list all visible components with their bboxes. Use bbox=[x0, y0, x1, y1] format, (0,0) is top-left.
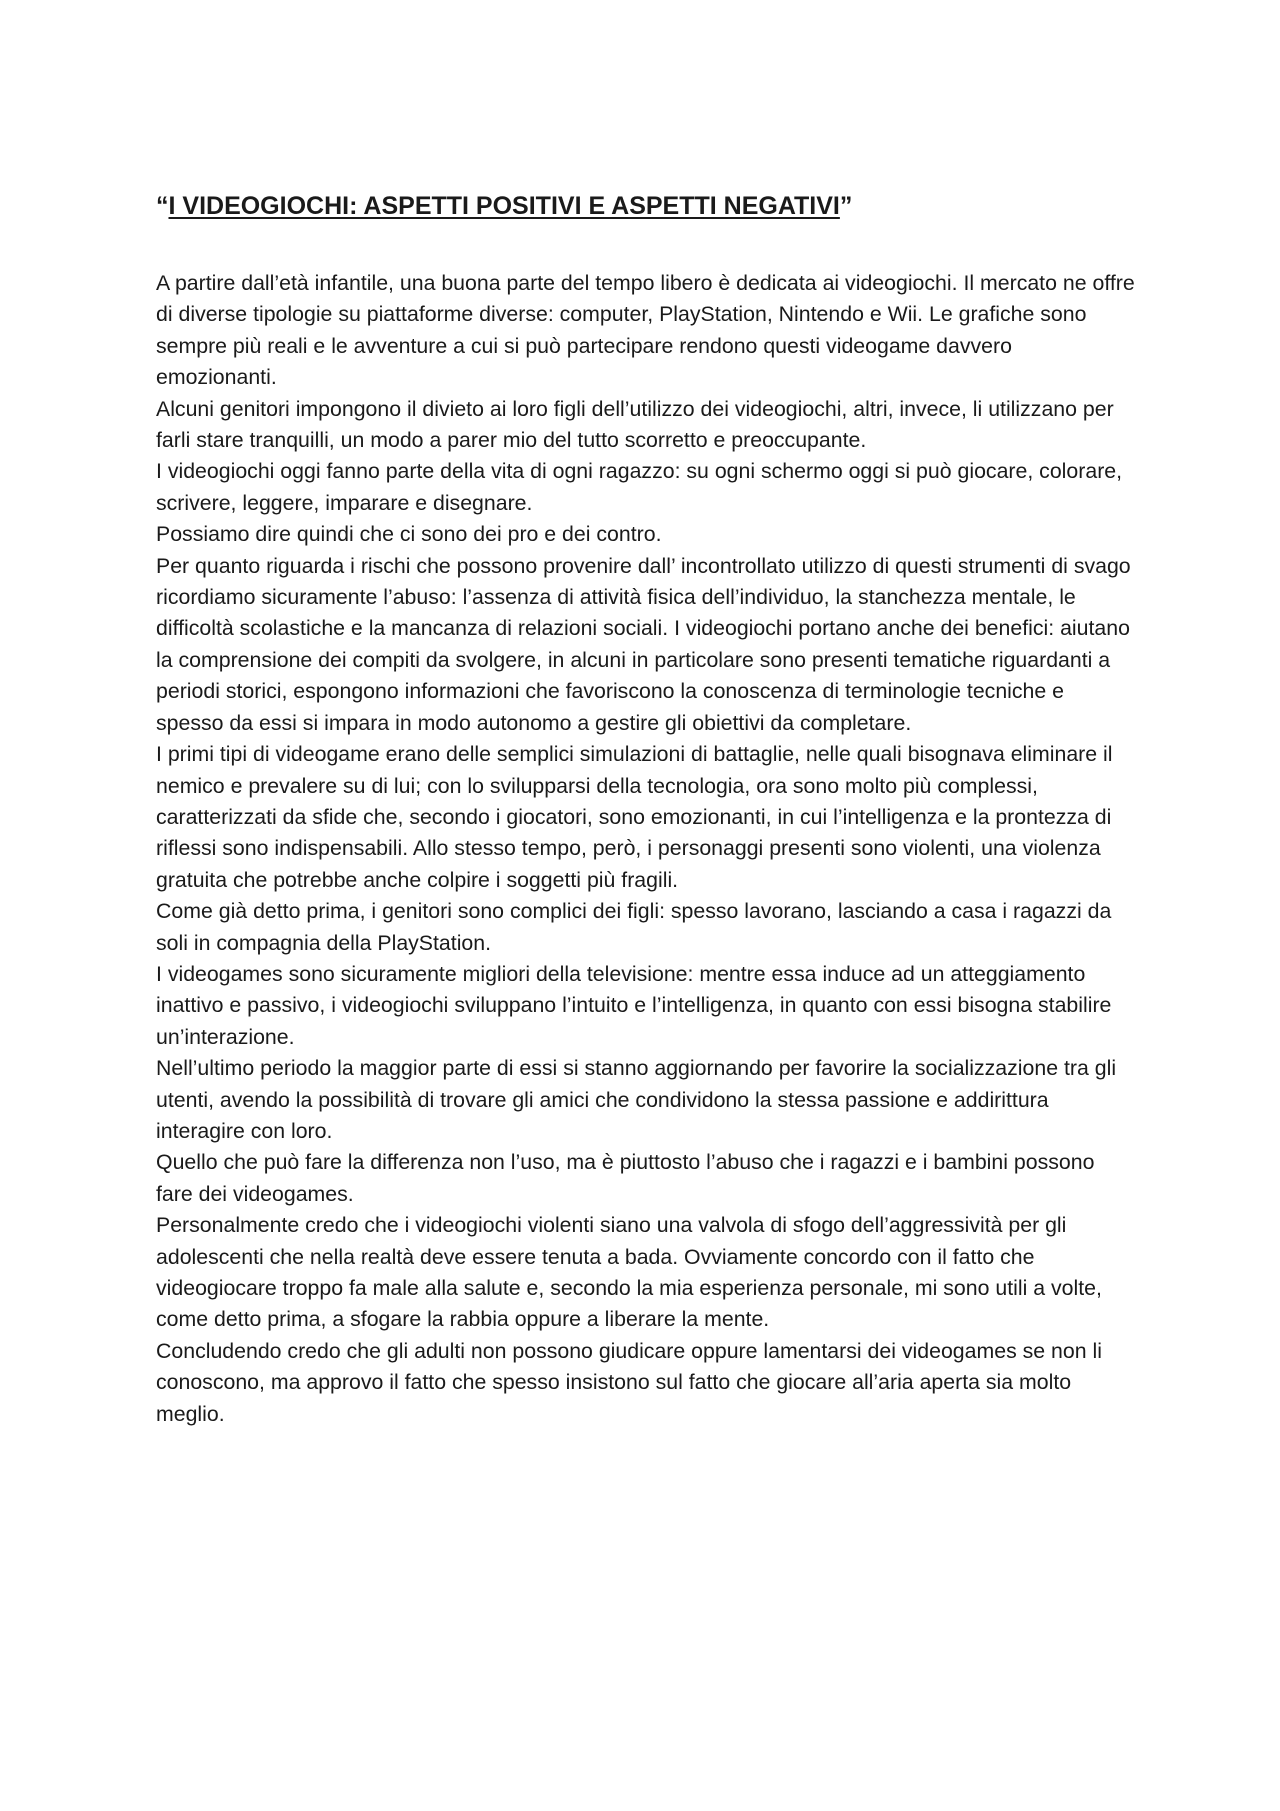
title-close-quote: ” bbox=[839, 192, 853, 220]
paragraph-10: Quello che può fare la differenza non l’uso, ma è piuttosto l’abuso che i ragazzi e i bambini possono fare dei videogames. bbox=[156, 1150, 1095, 1206]
paragraph-6: I primi tipi di videogame erano delle semplici simulazioni di battaglie, nelle quali bisognava eliminare il nemico e prevalere su di lui; con lo svilupparsi della tecnologia, ora sono molto più complessi, caratterizzati da sfide che, secondo i giocatori, sono emozionanti, in cui l’intelligenza e la prontezza di riflessi sono indispensabili. Allo stesso tempo, però, i personaggi presenti sono violenti, una violenza gratuita che potrebbe anche colpire i soggetti più fragili. bbox=[156, 742, 1113, 892]
paragraph-2: Alcuni genitori impongono il divieto ai loro figli dell’utilizzo dei videogiochi, altri, invece, li utilizzano per farli stare tranquilli, un modo a parer mio del tutto scorretto e preoccupante. bbox=[156, 396, 1114, 453]
paragraph-12: Concludendo credo che gli adulti non possono giudicare oppure lamentarsi dei videogames se non li conoscono, ma approvo il fatto che spesso insistono sul fatto che giocare all’aria aperta sia molto meglio. bbox=[156, 1338, 1102, 1426]
title-open-quote: “ bbox=[156, 192, 169, 220]
paragraph-4: Possiamo dire quindi che ci sono dei pro e dei contro. bbox=[156, 522, 662, 547]
paragraph-9: Nell’ultimo periodo la maggior parte di essi si stanno aggiornando per favorire la socializzazione tra gli utenti, avendo la possibilità di trovare gli amici che condividono la stessa passione e addirittura interagire con loro. bbox=[156, 1056, 1117, 1143]
paragraph-7: Come già detto prima, i genitori sono complici dei figli: spesso lavorano, lasciando a casa i ragazzi da soli in compagnia della PlayStation. bbox=[156, 899, 1112, 955]
document-body bbox=[156, 186, 1136, 1430]
paragraph-5: Per quanto riguarda i rischi che possono provenire dall’ incontrollato utilizzo di questi strumenti di svago ricordiamo sicuramente l’abuso: l’assenza di attività fisica dell’individuo, la stanchezza mentale, le difficoltà scolastiche e la mancanza di relazioni sociali. I videogiochi portano anche dei benefici: aiutano la comprensione dei compiti da svolgere, in alcuni in particolare sono presenti tematiche riguardanti a periodi storici, espongono informazioni che favoriscono la conoscenza di terminologie tecniche e spesso da essi si impara in modo autonomo a gestire gli obiettivi da completare. bbox=[156, 553, 1131, 735]
paragraph-3: I videogiochi oggi fanno parte della vita di ogni ragazzo: su ogni schermo oggi si può giocare, colorare, scrivere, leggere, imparare e disegnare. bbox=[156, 459, 1123, 515]
document-title bbox=[156, 186, 1136, 226]
paragraph-11: Personalmente credo che i videogiochi violenti siano una valvola di sfogo dell’aggressività per gli adolescenti che nella realtà deve essere tenuta a bada. Ovviamente concordo con il fatto che videogiocare troppo fa male alla salute e, secondo la mia esperienza personale, mi sono utili a volte, come detto prima, a sfogare la rabbia oppure a liberare la mente. bbox=[156, 1213, 1102, 1332]
paragraph-1: A partire dall’età infantile, una buona parte del tempo libero è dedicata ai videogiochi. Il mercato ne offre di diverse tipologie su piattaforme diverse: computer, PlayStation, Nintendo e Wii. Le grafiche sono sempre più reali e le avventure a cui si può partecipare rendono questi videogame davvero emozionanti. bbox=[156, 271, 1135, 390]
title-text: I VIDEOGIOCHI: ASPETTI POSITIVI E ASPETTI NEGATIVI bbox=[168, 192, 840, 220]
paragraph-8: I videogames sono sicuramente migliori della televisione: mentre essa induce ad un atteggiamento inattivo e passivo, i videogiochi sviluppano l’intuito e l’intelligenza, in quanto con essi bisogna stabilire un’interazione. bbox=[156, 961, 1112, 1049]
